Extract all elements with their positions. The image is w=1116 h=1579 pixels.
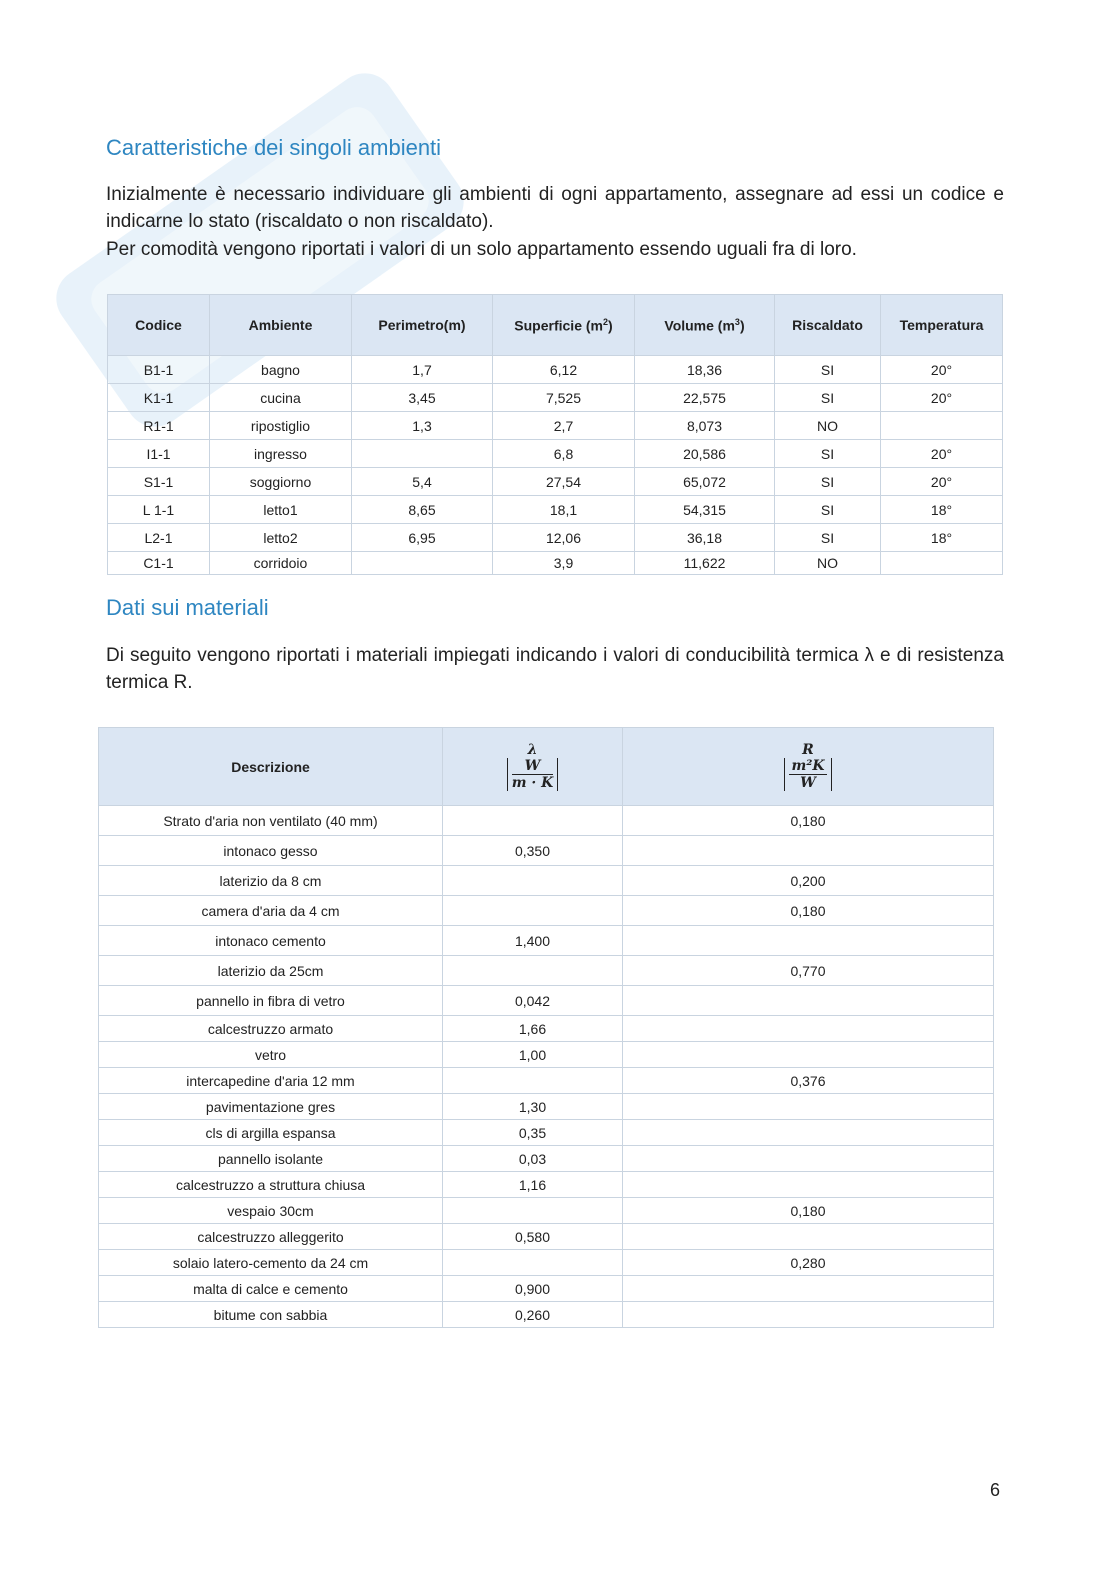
cell: 6,8: [493, 440, 635, 468]
cell: 20°: [881, 384, 1003, 412]
cell: 18°: [881, 524, 1003, 552]
col-ambiente: Ambiente: [210, 295, 352, 356]
cell: letto1: [210, 496, 352, 524]
cell: letto2: [210, 524, 352, 552]
table-row: [99, 896, 994, 926]
cell: [352, 552, 493, 575]
table-row: [99, 806, 994, 836]
cell: 65,072: [635, 468, 775, 496]
materials-table: [98, 727, 994, 1328]
col-perimetro: Perimetro(m): [352, 295, 493, 356]
table-row: [99, 1016, 994, 1042]
cell: ripostiglio: [210, 412, 352, 440]
cell: 0,180: [623, 896, 994, 926]
cell: S1-1: [108, 468, 210, 496]
table-row: [108, 468, 1003, 496]
cell: pavimentazione gres: [99, 1094, 443, 1120]
cell: C1-1: [108, 552, 210, 575]
cell: [443, 806, 623, 836]
table-row: [99, 1042, 994, 1068]
cell: [623, 1146, 994, 1172]
cell: [443, 956, 623, 986]
table-row: [99, 1276, 994, 1302]
cell: I1-1: [108, 440, 210, 468]
cell: Strato d'aria non ventilato (40 mm): [99, 806, 443, 836]
col-volume: Volume $(m^3)$: [635, 295, 775, 356]
table-row: [99, 926, 994, 956]
cell: NO: [775, 552, 881, 575]
cell: laterizio da 25cm: [99, 956, 443, 986]
materials-paragraph: Di seguito vengono riportati i materiali impiegati indicando i valori di conducibilità termica λ e di resistenza termica R.: [106, 645, 1004, 693]
col-temperatura: Temperatura: [881, 295, 1003, 356]
cell: 1,66: [443, 1016, 623, 1042]
cell: 2,7: [493, 412, 635, 440]
col-lambda: [443, 728, 623, 806]
cell: intonaco cemento: [99, 926, 443, 956]
cell: 0,280: [623, 1250, 994, 1276]
cell: vetro: [99, 1042, 443, 1068]
table-row: [99, 1172, 994, 1198]
cell: [623, 926, 994, 956]
cell: SI: [775, 356, 881, 384]
cell: [352, 440, 493, 468]
table-row: [108, 524, 1003, 552]
table-row: [99, 956, 994, 986]
cell: 1,400: [443, 926, 623, 956]
table-row: [99, 1224, 994, 1250]
cell: 3,9: [493, 552, 635, 575]
cell: malta di calce e cemento: [99, 1276, 443, 1302]
cell: cucina: [210, 384, 352, 412]
cell: 7,525: [493, 384, 635, 412]
cell: 27,54: [493, 468, 635, 496]
page-number: 6: [990, 1480, 1001, 1500]
col-superficie: Superficie $(m^2)$: [493, 295, 635, 356]
cell: 0,900: [443, 1276, 623, 1302]
table-row: [108, 440, 1003, 468]
cell: [881, 552, 1003, 575]
cell: intonaco gesso: [99, 836, 443, 866]
cell: soggiorno: [210, 468, 352, 496]
table-row: [99, 1198, 994, 1224]
note-paragraph: Per comodità vengono riportati i valori di un solo appartamento essendo uguali fra di loro.: [106, 239, 857, 260]
cell: bagno: [210, 356, 352, 384]
cell: 36,18: [635, 524, 775, 552]
cell: 20°: [881, 468, 1003, 496]
cell: 6,95: [352, 524, 493, 552]
cell: 20,586: [635, 440, 775, 468]
table-row: [99, 1094, 994, 1120]
cell: pannello in fibra di vetro: [99, 986, 443, 1016]
cell: 12,06: [493, 524, 635, 552]
cell: 0,042: [443, 986, 623, 1016]
cell: 18,1: [493, 496, 635, 524]
cell: [623, 1276, 994, 1302]
cell: calcestruzzo alleggerito: [99, 1224, 443, 1250]
cell: intercapedine d'aria 12 mm: [99, 1068, 443, 1094]
cell: R1-1: [108, 412, 210, 440]
cell: 1,7: [352, 356, 493, 384]
table-row: [108, 496, 1003, 524]
cell: L 1-1: [108, 496, 210, 524]
cell: [623, 986, 994, 1016]
cell: [623, 1016, 994, 1042]
r-unit: R $\frac{\text{m²K}}{W}$: [784, 742, 831, 791]
table-row: [108, 384, 1003, 412]
cell: 20°: [881, 440, 1003, 468]
cell: [623, 836, 994, 866]
rooms-table: [107, 294, 1003, 575]
table-row: [99, 1302, 994, 1328]
table-row: [108, 356, 1003, 384]
cell: solaio latero-cemento da 24 cm: [99, 1250, 443, 1276]
cell: SI: [775, 384, 881, 412]
cell: ingresso: [210, 440, 352, 468]
cell: pannello isolante: [99, 1146, 443, 1172]
section-title-materiali: Dati sui materiali: [106, 595, 269, 620]
cell: 8,073: [635, 412, 775, 440]
table-row: [99, 1120, 994, 1146]
cell: SI: [775, 440, 881, 468]
table-row: [99, 1146, 994, 1172]
cell: 0,350: [443, 836, 623, 866]
cell: [881, 412, 1003, 440]
table-row: [99, 836, 994, 866]
cell: 18,36: [635, 356, 775, 384]
cell: cls di argilla espansa: [99, 1120, 443, 1146]
cell: 0,35: [443, 1120, 623, 1146]
materials-table-header: [99, 728, 994, 806]
cell: L2-1: [108, 524, 210, 552]
cell: 1,30: [443, 1094, 623, 1120]
cell: 22,575: [635, 384, 775, 412]
cell: 1,3: [352, 412, 493, 440]
cell: 11,622: [635, 552, 775, 575]
cell: 0,580: [443, 1224, 623, 1250]
cell: K1-1: [108, 384, 210, 412]
cell: [443, 1068, 623, 1094]
cell: [623, 1094, 994, 1120]
cell: 54,315: [635, 496, 775, 524]
col-descrizione: Descrizione: [99, 728, 443, 806]
cell: calcestruzzo armato: [99, 1016, 443, 1042]
cell: 6,12: [493, 356, 635, 384]
table-row: [99, 986, 994, 1016]
cell: 18°: [881, 496, 1003, 524]
cell: 5,4: [352, 468, 493, 496]
cell: camera d'aria da 4 cm: [99, 896, 443, 926]
table-row: [108, 412, 1003, 440]
cell: 3,45: [352, 384, 493, 412]
cell: [443, 1250, 623, 1276]
cell: [623, 1120, 994, 1146]
cell: SI: [775, 468, 881, 496]
cell: [443, 866, 623, 896]
table-row: [108, 552, 1003, 575]
table-row: [99, 1250, 994, 1276]
cell: B1-1: [108, 356, 210, 384]
cell: 8,65: [352, 496, 493, 524]
cell: 0,260: [443, 1302, 623, 1328]
cell: [443, 1198, 623, 1224]
intro-paragraph: Inizialmente è necessario individuare gli ambienti di ogni appartamento, assegnare ad essi un codice e indicarne lo stato (riscaldato o non riscaldato).: [106, 184, 1004, 232]
cell: vespaio 30cm: [99, 1198, 443, 1224]
rooms-table-header: [108, 295, 1003, 356]
cell: SI: [775, 496, 881, 524]
cell: 0,376: [623, 1068, 994, 1094]
table-row: [99, 866, 994, 896]
cell: 0,200: [623, 866, 994, 896]
cell: [623, 1042, 994, 1068]
cell: [623, 1172, 994, 1198]
cell: 0,770: [623, 956, 994, 986]
cell: 0,180: [623, 806, 994, 836]
cell: 1,00: [443, 1042, 623, 1068]
cell: 0,03: [443, 1146, 623, 1172]
col-riscaldato: Riscaldato: [775, 295, 881, 356]
col-codice: Codice: [108, 295, 210, 356]
cell: 20°: [881, 356, 1003, 384]
cell: [443, 896, 623, 926]
lambda-unit: λ $\frac{W}{m \cdot K}$: [507, 742, 559, 791]
cell: laterizio da 8 cm: [99, 866, 443, 896]
table-row: [99, 1068, 994, 1094]
cell: [623, 1224, 994, 1250]
cell: [623, 1302, 994, 1328]
cell: 1,16: [443, 1172, 623, 1198]
cell: bitume con sabbia: [99, 1302, 443, 1328]
cell: calcestruzzo a struttura chiusa: [99, 1172, 443, 1198]
cell: SI: [775, 524, 881, 552]
cell: NO: [775, 412, 881, 440]
cell: 0,180: [623, 1198, 994, 1224]
cell: corridoio: [210, 552, 352, 575]
section-title-ambienti: Caratteristiche dei singoli ambienti: [106, 135, 442, 160]
col-resistenza: [623, 728, 994, 806]
